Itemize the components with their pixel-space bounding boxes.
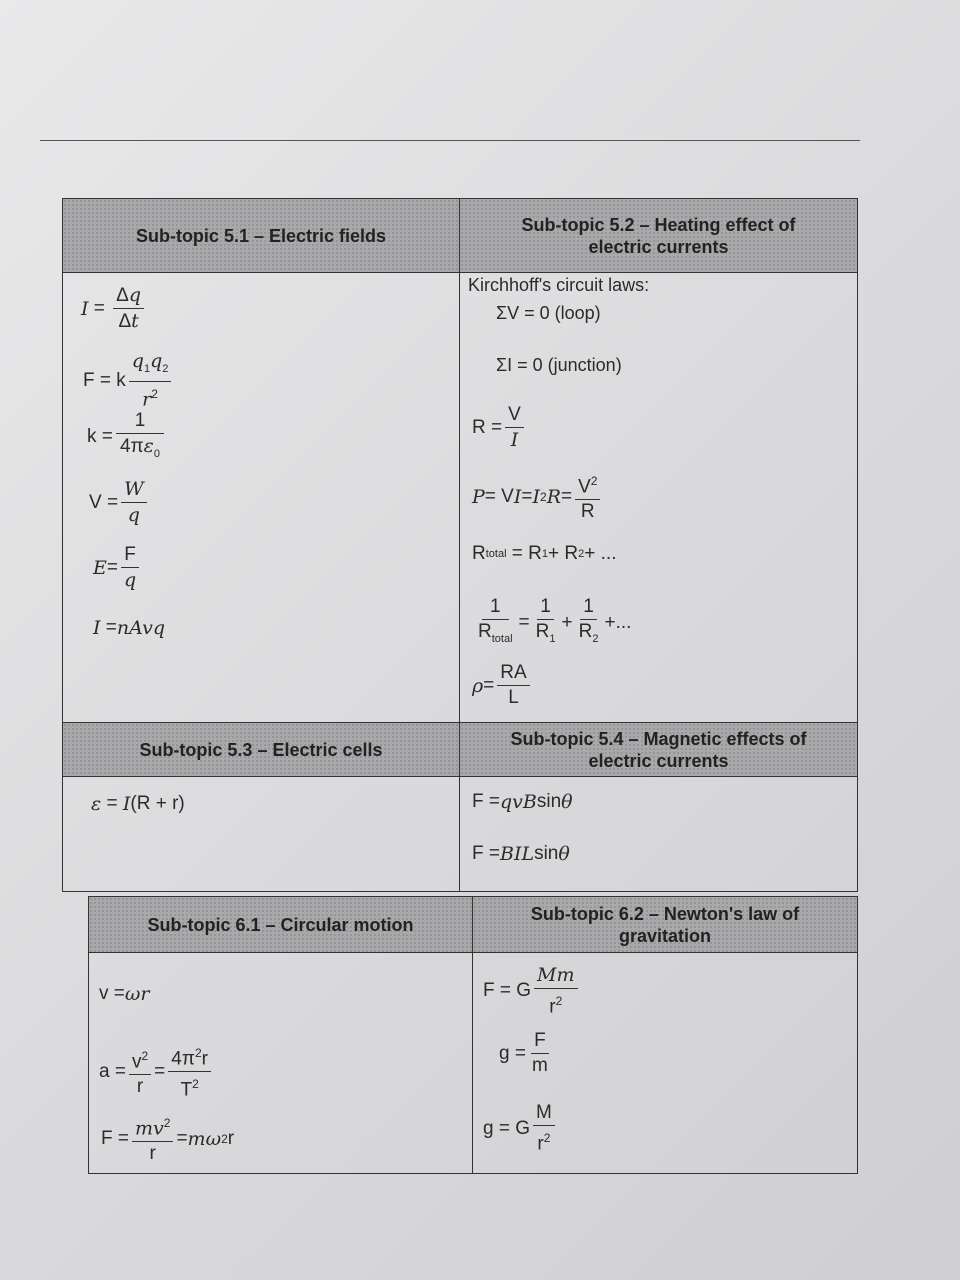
formula-centripetal-accel: a = $\frac{v^2}{r}$ = $\frac{4\pi^2r}{T^2}$: [99, 1043, 214, 1101]
formula-field: E = $\frac{F}{q}$: [93, 545, 142, 591]
formula-k: k = $\frac{1}{4\pi\varepsilon_0}$: [87, 411, 167, 464]
formula-power: P = V I = I 2 R = $\frac{V^2}{R}$: [472, 471, 603, 522]
page-rule: [40, 140, 860, 141]
formula-centripetal-force: F = $\frac{mv^2}{r}$ = mω 2 r: [101, 1113, 234, 1164]
kirchhoff-loop: ΣV = 0 (loop): [496, 303, 601, 323]
formula-velocity: v = ωr: [99, 983, 150, 1005]
electric-fields-formulas: [63, 273, 460, 723]
header-6-2: Sub-topic 6.2 – Newton's law of gravitation: [473, 897, 857, 953]
heating-effect-formulas: [460, 273, 857, 723]
header-5-2: Sub-topic 5.2 – Heating effect of electric currents: [460, 199, 857, 273]
header-6-1: Sub-topic 6.1 – Circular motion: [89, 897, 473, 953]
formula-force-wire: F = BIL sin θ: [472, 843, 570, 865]
header-5-1: Sub-topic 5.1 – Electric fields: [63, 199, 460, 273]
formula-emf: ε = I (R + r): [91, 793, 185, 815]
kirchhoff-label: Kirchhoff's circuit laws:: [468, 275, 650, 295]
gravitation-formulas: [473, 953, 857, 1173]
electric-cells-formulas: [63, 777, 460, 891]
formula-field-strength: g = $\frac{F}{m}$: [499, 1030, 548, 1076]
formula-coulomb: F = k $\frac{q_1q_2}{r^2}$: [83, 351, 174, 410]
header-5-4: Sub-topic 5.4 – Magnetic effects of electric currents: [460, 723, 857, 777]
formula-resistivity: ρ = $\frac{RA}{L}$: [472, 663, 533, 708]
magnetic-effects-formulas: [460, 777, 857, 891]
formula-current: I = $\frac{\Delta q}{\Delta t}$: [81, 285, 147, 332]
formula-force-charge: F = qvB sin θ: [472, 791, 573, 813]
formula-field-mass: g = G $\frac{M}{r^2}$: [483, 1103, 558, 1154]
formula-voltage: V = $\frac{W}{q}$: [89, 479, 150, 526]
formula-table-6: [88, 896, 858, 1174]
formula-gravity-force: F = G $\frac{Mm}{r^2}$: [483, 965, 581, 1017]
circular-motion-formulas: [89, 953, 473, 1173]
formula-table-5: [62, 198, 858, 892]
formula-drift: I = nAvq: [93, 617, 165, 639]
kirchhoff-junction: ΣI = 0 (junction): [496, 355, 622, 375]
formula-series: R total = R 1 + R 2 + ...: [472, 543, 617, 564]
formula-parallel: $\frac{1}{R_{total}}$ = $\frac{1}{R_1}$ + $\frac{1}{R_2}$ +...: [478, 596, 632, 645]
header-5-3: Sub-topic 5.3 – Electric cells: [63, 723, 460, 777]
formula-resistance: R = $\frac{V}{I}$: [472, 405, 527, 451]
